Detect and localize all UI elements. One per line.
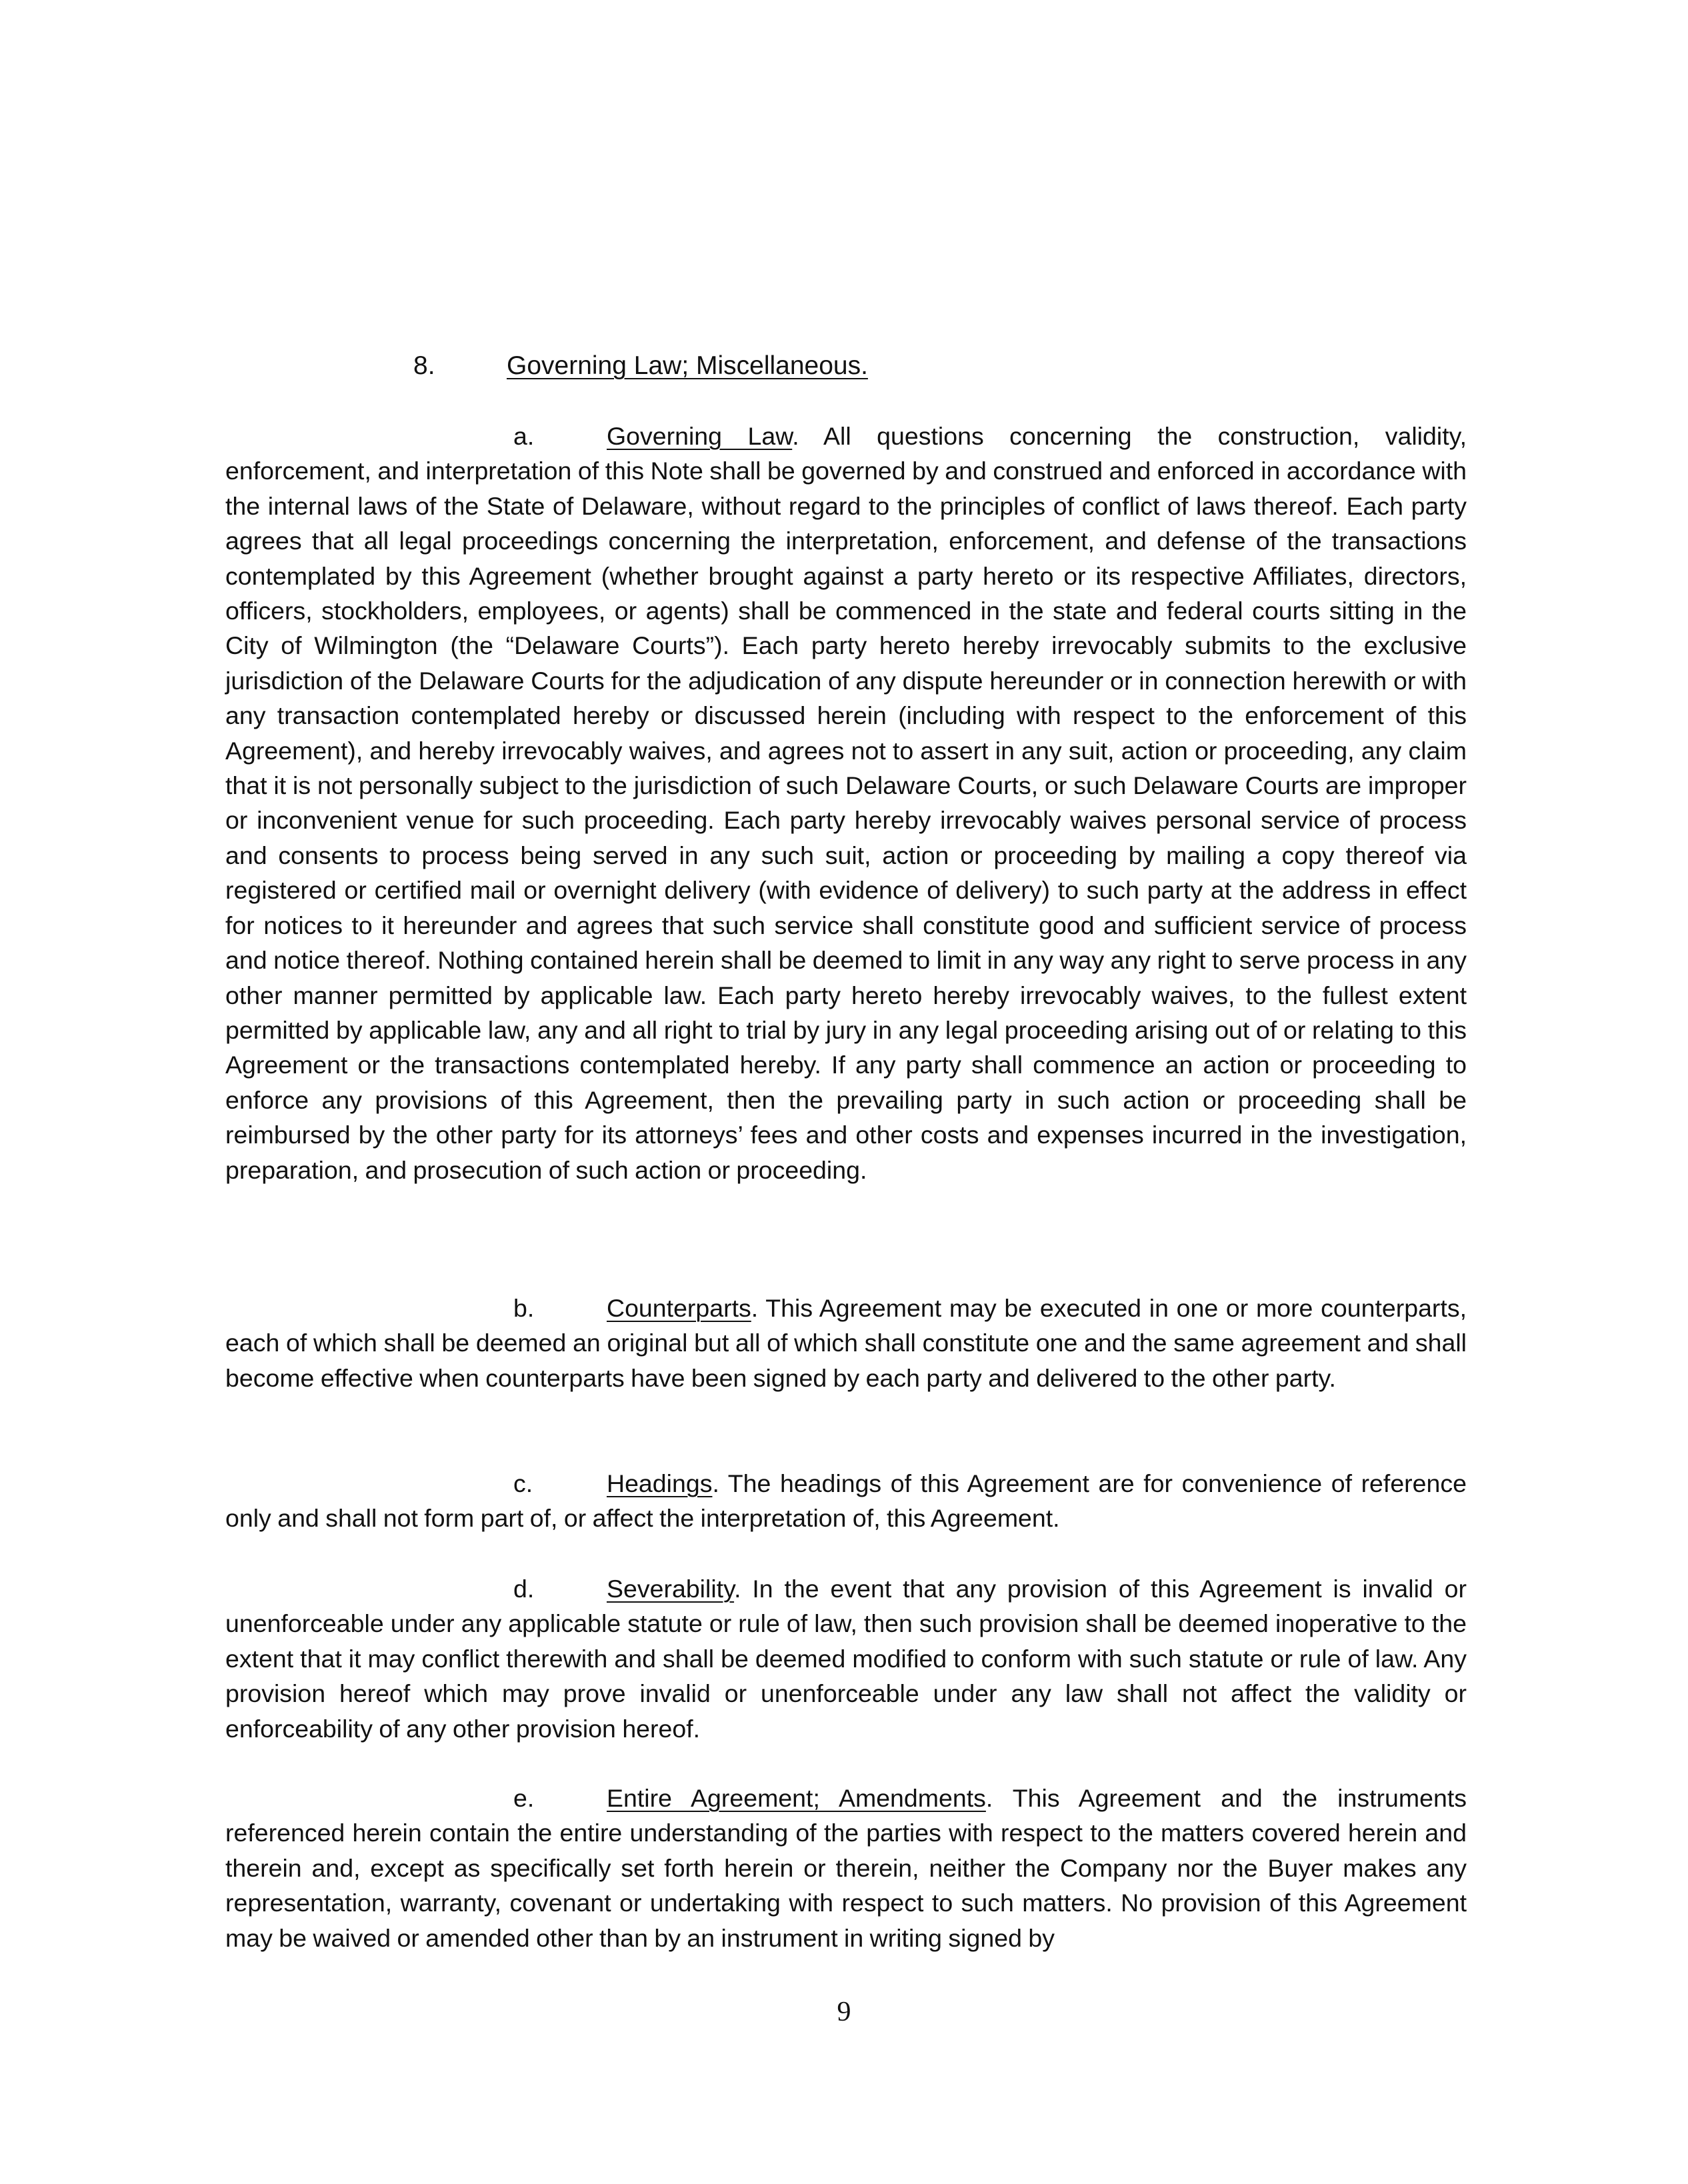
- paragraph-governing-law: [225, 419, 1467, 1187]
- paragraph-entire-agreement: [225, 1781, 1467, 1955]
- paragraph-letter: a.: [513, 422, 535, 450]
- paragraph-letter: d.: [513, 1575, 535, 1603]
- paragraph-heading: Headings: [607, 1469, 713, 1497]
- paragraph-heading: Governing Law: [607, 422, 793, 450]
- paragraph-text: . This Agreement may be executed in one or more counterparts, each of which shall be deemed an original but all of which shall constitute one and the same agreement and shall become effective when counterparts have been signed by each party and delivered to the other party.: [225, 1294, 1467, 1392]
- section-heading: [413, 348, 868, 384]
- paragraph-text: . All questions concerning the construction, validity, enforcement, and interpretation of this Note shall be governed by and construed and enforced in accordance with the internal laws of the State of Delaware, without regard to the principles of conflict of laws thereof. Each party agrees that all legal proceedings concerning the interpretation, enforcement, and defense of the transactions contemplated by this Agreement (whether brought against a party hereto or its respective Affiliates, directors, officers, stockholders, employees, or agents) shall be commenced in the state and federal courts sitting in the City of Wilmington (the “Delaware Courts”). Each party hereto hereby irrevocably submits to the exclusive jurisdiction of the Delaware Courts for the adjudication of any dispute hereunder or in connection herewith or with any transaction contemplated hereby or discussed herein (including with respect to the enforcement of this Agreement), and hereby irrevocably waives, and agrees not to assert in any suit, action or proceeding, any claim that it is not personally subject to the jurisdiction of such Delaware Courts, or such Delaware Courts are improper or inconvenient venue for such proceeding. Each party hereby irrevocably waives personal service of process and consents to process being served in any such suit, action or proceeding by mailing a copy thereof via registered or certified mail or overnight delivery (with evidence of delivery) to such party at the address in effect for notices to it hereunder and agrees that such service shall constitute good and sufficient service of process and notice thereof. Nothing contained herein shall be deemed to limit in any way any right to serve process in any other manner permitted by applicable law. Each party hereto hereby irrevocably waives, to the fullest extent permitted by applicable law, any and all right to trial by jury in any legal proceeding arising out of or relating to this Agreement or the transactions contemplated hereby. If any party shall commence an action or proceeding to enforce any provisions of this Agreement, then the prevailing party in such action or proceeding shall be reimbursed by the other party for its attorneys’ fees and other costs and expenses incurred in the investigation, preparation, and prosecution of such action or proceeding.: [225, 422, 1467, 1184]
- paragraph-letter: e.: [513, 1784, 535, 1812]
- paragraph-text: . This Agreement and the instruments referenced herein contain the entire understanding of the parties with respect to the matters covered herein and therein and, except as specifically set forth herein or therein, neither the Company nor the Buyer makes any representation, warranty, covenant or undertaking with respect to such matters. No provision of this Agreement may be waived or amended other than by an instrument in writing signed by: [225, 1784, 1467, 1952]
- paragraph-letter: b.: [513, 1294, 535, 1322]
- section-title: Governing Law; Miscellaneous.: [507, 351, 868, 380]
- paragraph-counterparts: [225, 1291, 1467, 1395]
- paragraph-text: . In the event that any provision of this Agreement is invalid or unenforceable under any applicable statute or rule of law, then such provision shall be deemed inoperative to the extent that it may conflict therewith and shall be deemed modified to conform with such statute or rule of law. Any provision hereof which may prove invalid or unenforceable under any law shall not affect the validity or enforceability of any other provision hereof.: [225, 1575, 1467, 1743]
- paragraph-letter: c.: [513, 1469, 533, 1497]
- paragraph-heading: Entire Agreement; Amendments: [607, 1784, 986, 1812]
- paragraph-severability: [225, 1571, 1467, 1746]
- page-number: 9: [837, 1997, 851, 2027]
- paragraph-text: . The headings of this Agreement are for convenience of reference only and shall not form part of, or affect the interpretation of, this Agreement.: [225, 1469, 1467, 1533]
- paragraph-heading: Counterparts: [607, 1294, 751, 1322]
- paragraph-headings: [225, 1466, 1467, 1536]
- section-number: 8.: [413, 351, 435, 380]
- paragraph-heading: Severability: [607, 1575, 735, 1603]
